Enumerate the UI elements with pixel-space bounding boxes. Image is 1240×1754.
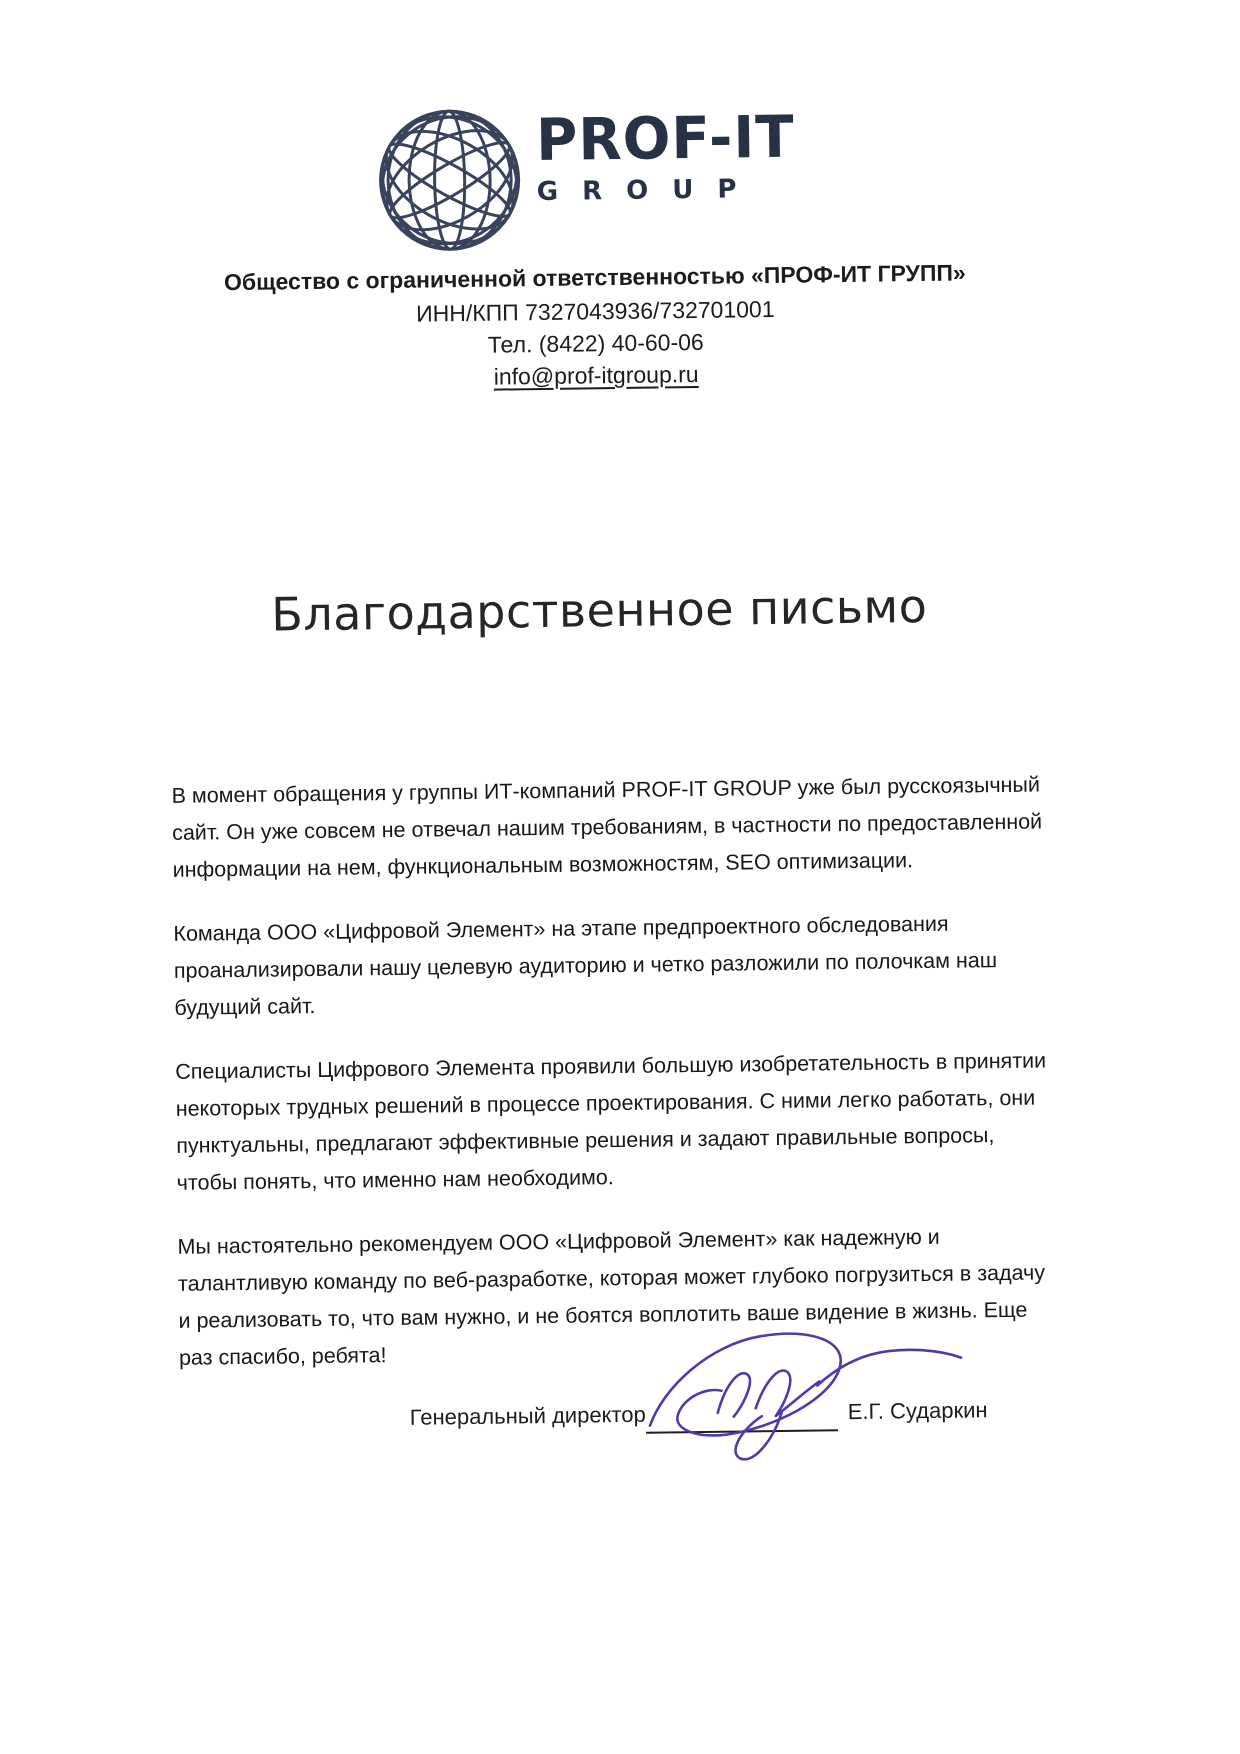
paragraph: Мы настоятельно рекомендуем ООО «Цифровой Элемент» как надежную и талантливую команду по веб-разработке, которая может глубоко погрузиться в задачу и реализовать то, что вам нужно, и не боятся воплотить ваше видение в жизнь. Еще раз спасибо, ребята!: [177, 1224, 1046, 1370]
logo-wordmark-main: PROF-IT: [535, 102, 796, 175]
signature-stroke: [649, 1333, 842, 1436]
signature-stroke: [735, 1412, 782, 1459]
handwritten-signature-icon: [621, 1317, 975, 1474]
logo-wordmark-sub: GROUP: [536, 174, 761, 208]
phone-number: Тел. (8422) 40-60-06: [487, 328, 704, 358]
globe-wireframe-icon: [373, 104, 527, 256]
letter-body: [171, 766, 1061, 1403]
signature-role-label: Генеральный директор: [409, 1401, 646, 1430]
paragraph: Специалисты Цифрового Элемента проявили большую изобретательность в принятии некоторых трудных решений в процессе проектирования. С ними легко работать, они пунктуальны, предлагают эффективные решения и задают правильные вопросы, чтобы понять, что именно нам необходимо.: [175, 1048, 1047, 1195]
email-address: info@prof-itgroup.ru: [493, 360, 699, 390]
letter-title: Благодарственное письмо: [270, 578, 928, 642]
paragraph: Команда ООО «Цифровой Элемент» на этапе предпроектного обследования проанализировали нашу целевую аудиторию и четко разложили по полочкам наш будущий сайт.: [173, 911, 998, 1020]
logo-wordmark: [535, 102, 837, 208]
signer-name: Е.Г. Сударкин: [847, 1397, 988, 1425]
paragraph: В момент обращения у группы ИТ-компаний PROF-IT GROUP уже был русскоязычный сайт. Он уже совсем не отвечал нашим требованиям, в частности по предоставленной информации на нем, функциональным возможностям, SEO оптимизации.: [171, 772, 1043, 882]
signature-stroke: [717, 1370, 820, 1417]
inn-kpp: ИНН/КПП 7327043936/732701001: [415, 295, 775, 327]
company-name: Общество с ограниченной ответственностью «ПРОФ-ИТ ГРУПП»: [223, 259, 966, 296]
